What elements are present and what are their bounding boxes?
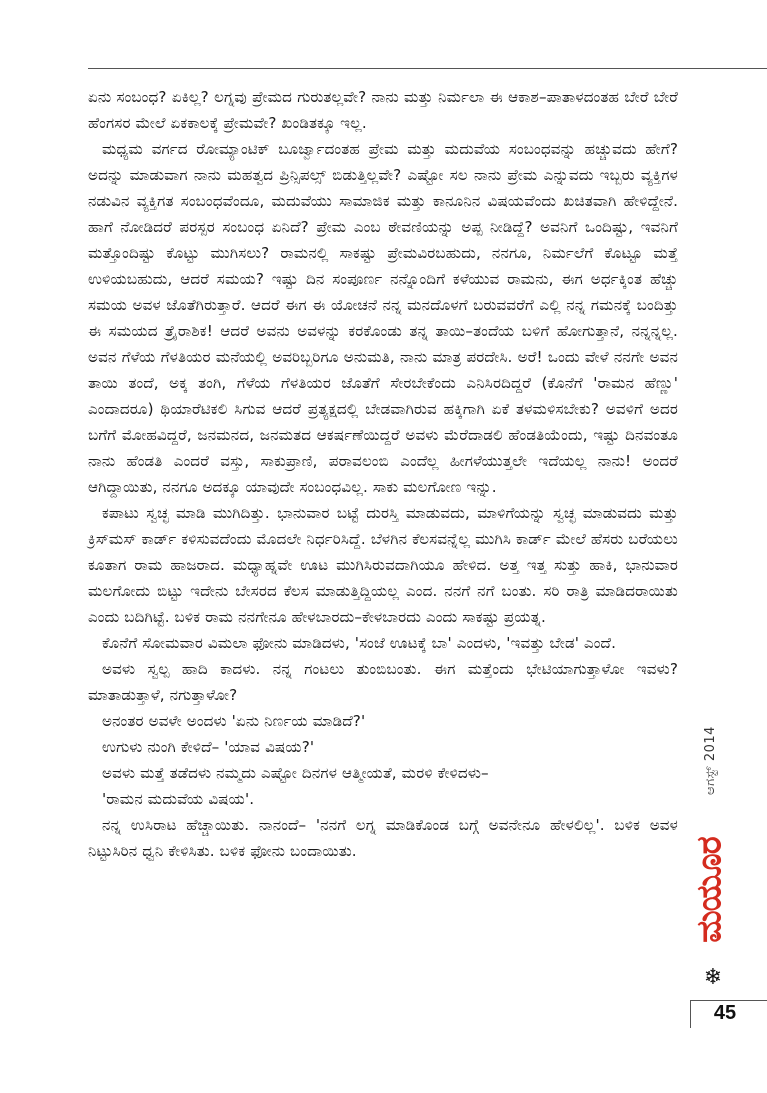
paragraph: ಅವಳು ಮತ್ತೆ ತಡೆದಳು ನಮ್ಮದು ಎಷ್ಟೋ ದಿನಗಳ ಆತ್ಮೀಯತೆ, ಮರಳಿ ಕೇಳಿದಳು– [102,764,489,782]
footer-divider [690,1000,691,1028]
snowflake-icon: ❄ [703,965,723,990]
masthead [690,830,730,950]
paragraph: 'ರಾಮನ ಮದುವೆಯ ವಿಷಯ'. [102,790,255,808]
paragraph: ಏನು ಸಂಬಂಧ? ಏಕಿಲ್ಲ? ಲಗ್ನವು ಪ್ರೇಮದ ಗುರುತಲ್ಲವೇ? ನಾನು ಮತ್ತು ನಿರ್ಮಲಾ ಈ ಆಕಾಶ–ಪಾತಾಳದಂತಹ ಬೇರೆ ಬೇರೆ ಹೆಂಗಸರ ಮೇಲೆ ಏಕಕಾಲಕ್ಕೆ ಪ್ರೇಮವೇ? ಖಂಡಿತಕ್ಕೂ ಇಲ್ಲ. [88,88,678,132]
paragraph: ಮಧ್ಯಮ ವರ್ಗದ ರೋಮ್ಯಾಂಟಿಕ್ ಬೂರ್ಜ್ವಾದಂತಹ ಪ್ರೇಮ ಮತ್ತು ಮದುವೆಯ ಸಂಬಂಧವನ್ನು ಹಚ್ಚುವದು ಹೇಗೆ? ಅದನ್ನು ಮಾಡುವಾಗ ನಾನು ಮಹತ್ವದ ಪ್ರಿನ್ಸಿಪಲ್ಸ್ ಬಿಡುತ್ತಿಲ್ಲವೇ? ಎಷ್ಟೋ ಸಲ ನಾನು ಪ್ರೇಮ ಎನ್ನುವದು ಇಬ್ಬರು ವ್ಯಕ್ತಿಗಳ ನಡುವಿನ ವ್ಯಕ್ತಿಗತ ಸಂಬಂಧವೆಂದೂ, ಮದುವೆಯು ಸಾಮಾಜಿಕ ಮತ್ತು ಕಾನೂನಿನ ವಿಷಯವೆಂದು ಖಚಿತವಾಗಿ ಹೇಳಿದ್ದೇನೆ. ಹಾಗೆ ನೋಡಿದರೆ ಪರಸ್ಪರ ಸಂಬಂಧ ಏನಿದೆ? ಪ್ರೇಮ ಎಂಬ ಠೇವಣಿಯನ್ನು ಅಪ್ಪ ನೀಡಿದ್ದೆ? ಅವನಿಗೆ ಒಂದಿಷ್ಟು, ಇವನಿಗೆ ಮತ್ತೊಂದಿಷ್ಟು ಕೊಟ್ಟು ಮುಗಿಸಲು? ರಾಮನಲ್ಲಿ ಸಾಕಷ್ಟು ಪ್ರೇಮವಿರಬಹುದು, ನನಗೂ, ನಿರ್ಮಲೆಗೆ ಕೊಟ್ಟೂ ಮತ್ತೆ ಉಳಿಯಬಹುದು, ಆದರೆ ಸಮಯ? ಇಷ್ಟು ದಿನ ಸಂಪೂರ್ಣ ನನ್ನೊಂದಿಗೆ ಕಳೆಯುವ ರಾಮನು, ಈಗ ಅರ್ಧಕ್ಕಿಂತ ಹೆಚ್ಚು ಸಮಯ ಅವಳ ಜೊತೆಗಿರುತ್ತಾರೆ. ಆದರೆ ಈಗ ಈ ಯೋಚನೆ ನನ್ನ ಮನದೊಳಗೆ ಬರುವವರೆಗೆ ಎಲ್ಲಿ ನನ್ನ ಗಮನಕ್ಕೆ ಬಂದಿತ್ತು ಈ ಸಮಯದ ತ್ರೈರಾಶಿಕ! ಆದರೆ ಅವನು ಅವಳನ್ನು ಕರಕೊಂಡು ತನ್ನ ತಾಯಿ–ತಂದೆಯ ಬಳಿಗೆ ಹೋಗುತ್ತಾನೆ, ನನ್ನನ್ನಲ್ಲ. ಅವನ ಗೆಳೆಯ ಗೆಳತಿಯರ ಮನೆಯಲ್ಲಿ ಅವರಿಬ್ಬರಿಗೂ ಅನುಮತಿ, ನಾನು ಮಾತ್ರ ಪರದೇಸಿ. ಅರೆ! ಒಂದು ವೇಳೆ ನನಗೇ ಅವನ ತಾಯಿ ತಂದೆ, ಅಕ್ಕ ತಂಗಿ, ಗೆಳೆಯ ಗೆಳತಿಯರ ಜೊತೆಗೆ ಸೇರಬೇಕೆಂದು ಎನಿಸಿರದಿದ್ದರೆ (ಕೊನೆಗೆ 'ರಾಮನ ಹೆಣ್ಣು' ಎಂದಾದರೂ) ಥಿಯಾರೆಟಿಕಲಿ ಸಿಗುವ ಆದರೆ ಪ್ರತ್ಯಕ್ಷದಲ್ಲಿ ಬೇಡವಾಗಿರುವ ಹಕ್ಕಿಗಾಗಿ ಏಕೆ ತಳಮಳಿಸಬೇಕು? ಅವಳಿಗೆ ಅದರ ಬಗೆಗೆ ಮೋಹವಿದ್ದರೆ, ಜನಮನದ, ಜನಮತದ ಆಕರ್ಷಣೆಯಿದ್ದರೆ ಅವಳು ಮೆರೆದಾಡಲಿ ಹೆಂಡತಿಯೆಂದು, ಇಷ್ಟು ದಿನವಂತೂ ನಾನು ಹೆಂಡತಿ ಎಂದರೆ ವಸ್ತು, ಸಾಕುಪ್ರಾಣಿ, ಪರಾವಲಂಬಿ ಎಂದೆಲ್ಲ ಹೀಗಳೆಯುತ್ತಲೇ ಇದೆಯಲ್ಲ ನಾನು! ಅಂದರೆ ಆಗಿದ್ದಾಯಿತು, ನನಗೂ ಅದಕ್ಕೂ ಯಾವುದೇ ಸಂಬಂಧವಿಲ್ಲ. ಸಾಕು ಮಲಗೋಣ ಇನ್ನು. [88,140,678,496]
paragraph: ಅವಳು ಸ್ವಲ್ಪ ಹಾದಿ ಕಾದಳು. ನನ್ನ ಗಂಟಲು ತುಂಬಿಬಂತು. ಈಗ ಮತ್ತೆಂದು ಭೇಟಿಯಾಗುತ್ತಾಳೋ ಇವಳು? ಮಾತಾಡುತ್ತಾಳೆ, ನಗುತ್ತಾಳೋ? [88,660,678,704]
sidebar [690,690,730,990]
page-number: 45 [713,1002,737,1024]
paragraph: ಉಗುಳು ನುಂಗಿ ಕೇಳಿದೆ– 'ಯಾವ ವಿಷಯ?' [102,738,315,756]
top-rule [88,68,767,69]
paragraph: ನನ್ನ ಉಸಿರಾಟ ಹೆಚ್ಚಾಯಿತು. ನಾನಂದೆ– 'ನನಗೆ ಲಗ್ನ ಮಾಡಿಕೊಂಡ ಬಗ್ಗೆ ಅವನೇನೂ ಹೇಳಲಿಲ್ಲ'. ಬಳಿಕ ಅವಳ ನಿಟ್ಟುಸಿರಿನ ಧ್ವನಿ ಕೇಳಿಸಿತು. ಬಳಿಕ ಫೋನು ಬಂದಾಯಿತು. [88,816,678,860]
paragraph: ಕೊನೆಗೆ ಸೋಮವಾರ ವಿಮಲಾ ಫೋನು ಮಾಡಿದಳು, 'ಸಂಜೆ ಊಟಕ್ಕೆ ಬಾ' ಎಂದಳು, 'ಇವತ್ತು ಬೇಡ' ಎಂದೆ. [102,634,616,652]
issue-date-text: ಆಗಸ್ಟ್ 2014 [702,725,718,795]
paragraph: ಕಪಾಟು ಸ್ವಚ್ಛ ಮಾಡಿ ಮುಗಿದಿತ್ತು. ಭಾನುವಾರ ಬಟ್ಟೆ ದುರಸ್ತಿ ಮಾಡುವದು, ಮಾಳಿಗೆಯನ್ನು ಸ್ವಚ್ಛ ಮಾಡುವದು ಮತ್ತು ಕ್ರಿಸ್‌ಮಸ್ ಕಾರ್ಡ್ ಕಳಿಸುವದೆಂದು ಮೊದಲೇ ನಿರ್ಧರಿಸಿದ್ದೆ. ಬೆಳಗಿನ ಕೆಲಸವನ್ನೆಲ್ಲ ಮುಗಿಸಿ ಕಾರ್ಡ್ ಮೇಲೆ ಹೆಸರು ಬರೆಯಲು ಕೂತಾಗ ರಾಮ ಹಾಜರಾದ. ಮಧ್ಯಾಹ್ನವೇ ಊಟ ಮುಗಿಸಿರುವದಾಗಿಯೂ ಹೇಳಿದ. ಅತ್ತ ಇತ್ತ ಸುತ್ತು ಹಾಕಿ, ಭಾನುವಾರ ಮಲಗೋದು ಬಿಟ್ಟು ಇದೇನು ಬೇಸರದ ಕೆಲಸ ಮಾಡುತ್ತಿದ್ದಿಯಲ್ಲ ಎಂದ. ನನಗೆ ನಗೆ ಬಂತು. ಸರಿ ರಾತ್ರಿ ಮಾಡಿದರಾಯಿತು ಎಂದು ಬದಿಗಿಟ್ಟೆ. ಬಳಿಕ ರಾಮ ನನಗೇನೂ ಹೇಳಬಾರದು–ಕೇಳಬಾರದು ಎಂದು ಸಾಕಷ್ಟು ಪ್ರಯತ್ನ. [88,504,678,626]
article-body [88,84,678,864]
issue-date [690,690,730,830]
masthead-text: ಮಯೂರ [690,837,730,943]
paragraph: ಅನಂತರ ಅವಳೇ ಅಂದಳು 'ಏನು ನಿರ್ಣಯ ಮಾಡಿದೆ?' [102,712,366,730]
